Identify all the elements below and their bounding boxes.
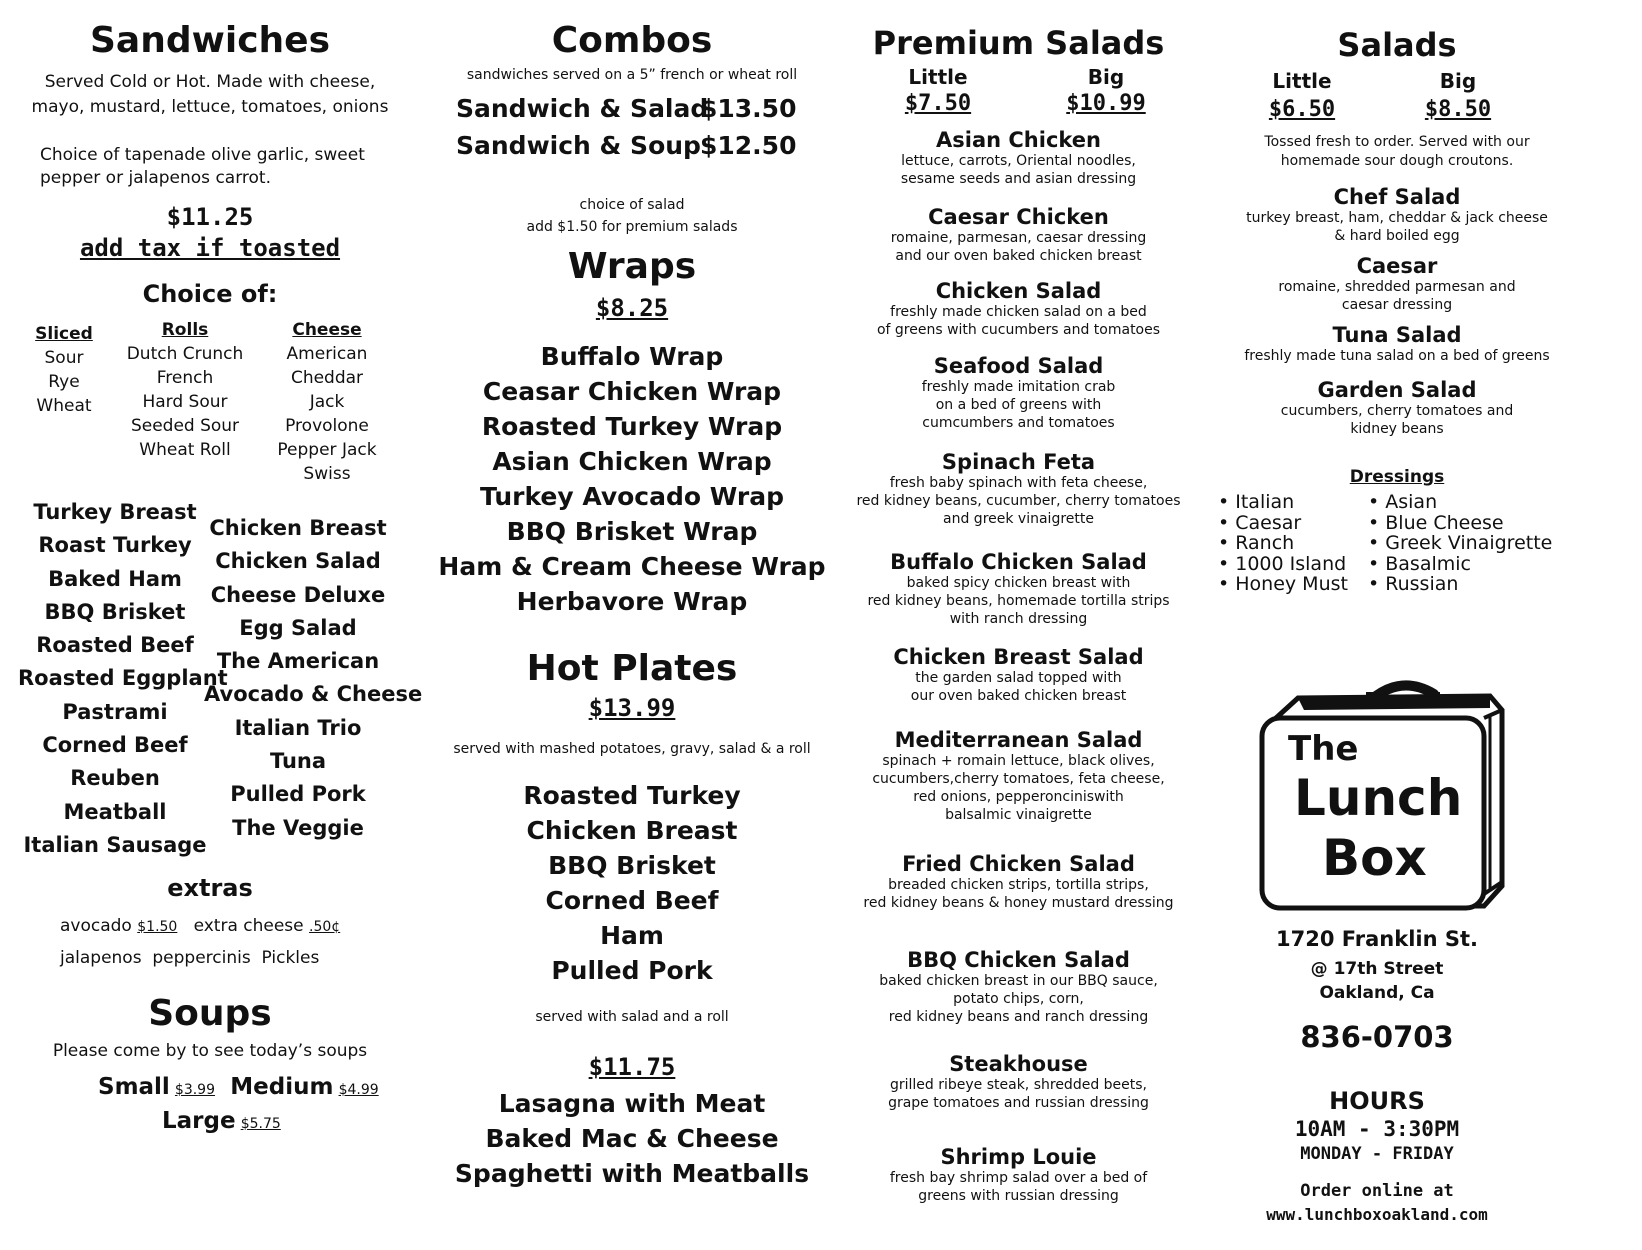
list-item: • Italian xyxy=(1218,491,1295,513)
phone-number: 836-0703 xyxy=(1300,1020,1454,1054)
list-item: Pepper Jack xyxy=(277,440,377,460)
logo-line: The xyxy=(1288,729,1359,769)
salad-desc: freshly made chicken salad on a bed xyxy=(890,304,1147,320)
list-item: • Caesar xyxy=(1218,511,1302,534)
salad-name: Caesar Chicken xyxy=(928,205,1109,229)
list-item: The Veggie xyxy=(232,815,364,840)
list-item: Buffalo Wrap xyxy=(540,342,724,371)
combos-wraps-column xyxy=(432,0,832,1250)
combos-note: sandwiches served on a 5” french or wheat roll xyxy=(466,67,798,83)
salad-desc: romaine, parmesan, caesar dressing xyxy=(890,230,1147,246)
list-item: French xyxy=(156,368,214,388)
premium-salads-column xyxy=(846,0,1191,1250)
extras-line xyxy=(60,914,340,938)
salad-desc: lettuce, carrots, Oriental noodles, xyxy=(901,153,1136,169)
salad-item xyxy=(1232,185,1562,245)
hot-plates-price-2: $11.75 xyxy=(588,1053,676,1081)
big-label: Big xyxy=(1439,69,1477,93)
salad-item xyxy=(846,948,1191,1026)
soup-small-price: $3.99 xyxy=(174,1082,216,1098)
list-item: Roasted Beef xyxy=(36,633,194,658)
salad-name: Tuna Salad xyxy=(1332,323,1462,347)
salad-desc: red onions, pepperonciniswith xyxy=(913,789,1124,805)
salad-desc: greens with russian dressing xyxy=(918,1188,1119,1204)
salad-name: Asian Chicken xyxy=(936,128,1101,152)
little-label: Little xyxy=(908,65,968,89)
salad-desc: sesame seeds and asian dressing xyxy=(900,171,1137,187)
salad-name: Chef Salad xyxy=(1333,185,1461,209)
cheese-header: Cheese xyxy=(292,320,362,340)
dressings-right-list xyxy=(1368,492,1552,595)
choice-title: Choice of: xyxy=(142,280,278,308)
soups-title: Soups xyxy=(148,993,272,1034)
soup-large-line xyxy=(162,1108,281,1134)
salad-name: Garden Salad xyxy=(1317,378,1477,402)
dressing-name: Caesar xyxy=(1235,511,1302,534)
list-item: Provolone xyxy=(285,416,369,436)
sandwiches-title: Sandwiches xyxy=(89,20,331,61)
salad-desc: and our oven baked chicken breast xyxy=(895,248,1142,264)
list-item: Dutch Crunch xyxy=(126,344,244,364)
salads-column xyxy=(1218,0,1642,1250)
combos-title: Combos xyxy=(551,20,713,61)
soup-large: Large xyxy=(162,1108,236,1134)
list-item: Rye xyxy=(48,372,80,392)
list-item: Spaghetti with Meatballs xyxy=(454,1159,810,1188)
list-item: Roast Turkey xyxy=(38,533,192,558)
sliced-header: Sliced xyxy=(35,324,93,344)
list-item: Corned Beef xyxy=(42,733,188,758)
combo-item: Sandwich & Soup xyxy=(456,131,701,160)
list-item: Roasted Turkey Wrap xyxy=(481,412,783,441)
address: 1720 Franklin St. xyxy=(1275,927,1478,951)
combo-price: $12.50 xyxy=(700,131,797,160)
dressing-name: Russian xyxy=(1385,573,1459,595)
list-item: Egg Salad xyxy=(239,615,357,640)
list-item: Wheat Roll xyxy=(139,440,231,460)
salad-item xyxy=(846,450,1191,528)
salad-desc: red kidney beans & honey mustard dressing xyxy=(863,895,1174,911)
extra-cheese: extra cheese xyxy=(193,916,304,936)
big-price: $10.99 xyxy=(1066,91,1146,116)
salad-desc: of greens with cucumbers and tomatoes xyxy=(876,322,1161,338)
salad-desc: grape tomatoes and russian dressing xyxy=(888,1095,1149,1111)
city: Oakland, Ca xyxy=(1319,983,1435,1003)
salad-desc: on a bed of greens with xyxy=(935,397,1102,413)
dressing-name: Blue Cheese xyxy=(1385,511,1504,534)
list-item: Hard Sour xyxy=(142,392,228,412)
order-online: Order online at xyxy=(1300,1181,1454,1201)
list-item: Lasagna with Meat xyxy=(498,1089,766,1118)
salads-note: Tossed fresh to order. Served with our xyxy=(1264,134,1530,150)
list-item: Baked Mac & Cheese xyxy=(485,1124,779,1153)
salad-item xyxy=(846,1145,1191,1205)
salad-name: BBQ Chicken Salad xyxy=(907,948,1130,972)
list-item: Ceasar Chicken Wrap xyxy=(482,377,782,406)
list-item: Wheat xyxy=(36,396,92,416)
list-item: Seeded Sour xyxy=(130,416,240,436)
salad-desc: cucumbers,cherry tomatoes, feta cheese, xyxy=(872,771,1165,787)
salad-desc: freshly made tuna salad on a bed of greens xyxy=(1244,348,1550,364)
list-item: • Basalmic xyxy=(1368,552,1471,575)
salad-item xyxy=(846,1052,1191,1112)
dressings-left-list xyxy=(1218,492,1348,595)
list-item: Jack xyxy=(309,392,345,412)
list-item: Herbavore Wrap xyxy=(516,587,748,616)
salad-desc: baked spicy chicken breast with xyxy=(906,575,1131,591)
soup-medium: Medium xyxy=(230,1074,334,1100)
little-price: $7.50 xyxy=(904,91,972,116)
list-item: Pulled Pork xyxy=(551,956,713,985)
salad-desc: breaded chicken strips, tortilla strips, xyxy=(888,877,1149,893)
logo-line: Box xyxy=(1322,829,1427,887)
lunch-box-logo xyxy=(1258,674,1514,912)
sandwiches-desc: mayo, mustard, lettuce, tomatoes, onions xyxy=(31,97,389,117)
hot-plates-note: served with mashed potatoes, gravy, salad & a roll xyxy=(453,741,811,757)
list-item: BBQ Brisket xyxy=(44,599,186,624)
dressing-name: 1000 Island xyxy=(1235,552,1347,575)
list-item: Roasted Eggplant xyxy=(18,666,228,691)
tax-note: add tax if toasted xyxy=(79,234,341,262)
salad-desc: our oven baked chicken breast xyxy=(910,688,1127,704)
combos-note: add $1.50 for premium salads xyxy=(526,219,738,235)
salad-desc: potato chips, corn, xyxy=(953,991,1084,1007)
salad-desc: fresh baby spinach with feta cheese, xyxy=(889,475,1148,491)
salad-desc: spinach + romain lettuce, black olives, xyxy=(882,753,1155,769)
extra-avocado-price: $1.50 xyxy=(137,919,178,935)
hot-plates-price: $13.99 xyxy=(588,694,676,722)
salad-desc: balsalmic vinaigrette xyxy=(945,807,1092,823)
logo-line: Lunch xyxy=(1294,769,1463,827)
list-item: Chicken Breast xyxy=(526,816,738,845)
salad-name: Buffalo Chicken Salad xyxy=(890,550,1147,574)
extra-avocado: avocado xyxy=(60,916,132,936)
hours-title: HOURS xyxy=(1329,1087,1425,1115)
combos-note: choice of salad xyxy=(579,197,685,213)
salad-item xyxy=(846,852,1191,912)
salad-desc: cucumbers, cherry tomatoes and xyxy=(1280,403,1514,419)
salad-name: Fried Chicken Salad xyxy=(902,852,1135,876)
big-price: $8.50 xyxy=(1424,97,1492,122)
salad-name: Steakhouse xyxy=(949,1052,1088,1076)
dressing-name: Ranch xyxy=(1235,532,1295,554)
website-link[interactable]: www.lunchboxoakland.com xyxy=(1266,1205,1488,1224)
salad-name: Chicken Salad xyxy=(935,279,1102,303)
salad-item xyxy=(846,728,1191,824)
little-price: $6.50 xyxy=(1268,97,1336,122)
salad-desc: & hard boiled egg xyxy=(1334,228,1460,244)
dressings-title: Dressings xyxy=(1349,467,1445,487)
wraps-price: $8.25 xyxy=(595,294,669,322)
salads-note: homemade sour dough croutons. xyxy=(1280,153,1514,169)
salad-item xyxy=(846,354,1191,432)
salad-item xyxy=(846,550,1191,628)
list-item: Swiss xyxy=(303,464,351,484)
salad-name: Spinach Feta xyxy=(941,450,1096,474)
dressing-name: Italian xyxy=(1235,491,1295,513)
sandwiches-desc: Served Cold or Hot. Made with cheese, xyxy=(44,72,376,92)
fillings-right-list xyxy=(204,512,423,845)
salad-item xyxy=(846,279,1191,339)
extras-title: extras xyxy=(167,874,253,902)
salad-desc: red kidney beans, homemade tortilla strips xyxy=(867,593,1170,609)
list-item: Chicken Salad xyxy=(215,549,381,574)
sandwiches-options: pepper or jalapenos carrot. xyxy=(40,168,271,188)
list-item: Turkey Breast xyxy=(33,500,197,524)
list-item: BBQ Brisket Wrap xyxy=(506,517,758,546)
list-item: Baked Ham xyxy=(48,566,182,591)
days: MONDAY - FRIDAY xyxy=(1300,1144,1454,1164)
combo-item: Sandwich & Salad xyxy=(456,94,709,123)
list-item: Meatball xyxy=(63,799,167,824)
sandwiches-options: Choice of tapenade olive garlic, sweet xyxy=(40,145,365,165)
list-item: BBQ Brisket xyxy=(548,851,716,880)
premium-salads-title: Premium Salads xyxy=(872,24,1165,62)
salad-name: Caesar xyxy=(1356,254,1438,278)
list-item: • Ranch xyxy=(1218,532,1295,554)
dressing-name: Greek Vinaigrette xyxy=(1385,532,1553,554)
hot-plates-note: served with salad and a roll xyxy=(535,1009,729,1025)
salad-desc: red kidney beans, cucumber, cherry tomatoes xyxy=(856,493,1181,509)
salad-desc: freshly made imitation crab xyxy=(921,379,1116,395)
extra-cheese-price: .50¢ xyxy=(309,919,341,935)
salad-desc: with ranch dressing xyxy=(949,611,1088,627)
soup-sizes xyxy=(98,1074,379,1100)
salad-name: Chicken Breast Salad xyxy=(893,645,1144,669)
sandwiches-column xyxy=(0,0,423,1250)
salad-item xyxy=(846,128,1191,188)
list-item: • 1000 Island xyxy=(1218,552,1347,575)
list-item: Tuna xyxy=(269,749,327,774)
list-item: • Greek Vinaigrette xyxy=(1368,532,1553,554)
list-item: Asian Chicken Wrap xyxy=(492,447,772,476)
hours: 10AM - 3:30PM xyxy=(1294,1117,1460,1141)
list-item: Pastrami xyxy=(62,699,168,724)
extras-line-2: jalapenos peppercinis Pickles xyxy=(60,948,320,968)
salad-item xyxy=(846,205,1191,265)
hot-plates-title: Hot Plates xyxy=(526,648,738,689)
list-item: The American xyxy=(216,649,380,674)
salad-desc: turkey breast, ham, cheddar & jack cheese xyxy=(1246,210,1548,226)
dressing-name: Honey Must xyxy=(1235,573,1348,595)
salad-desc: the garden salad topped with xyxy=(915,670,1122,686)
list-item: Cheddar xyxy=(290,368,364,388)
dressing-name: Asian xyxy=(1385,491,1438,513)
list-item: Reuben xyxy=(70,766,160,791)
rolls-options xyxy=(118,318,252,462)
salad-name: Seafood Salad xyxy=(933,354,1104,378)
salad-desc: red kidney beans and ranch dressing xyxy=(888,1009,1149,1025)
combo-price: $13.50 xyxy=(700,94,797,123)
list-item: Corned Beef xyxy=(545,886,719,915)
list-item: American xyxy=(286,344,368,364)
wraps-list xyxy=(432,339,832,619)
salad-name: Shrimp Louie xyxy=(940,1145,1097,1169)
list-item: Turkey Avocado Wrap xyxy=(480,482,784,511)
hot-plates-list-2 xyxy=(432,1086,832,1191)
list-item: • Honey Must xyxy=(1218,573,1348,595)
fillings-left-list xyxy=(18,496,228,862)
salads-title: Salads xyxy=(1337,26,1457,64)
wraps-title: Wraps xyxy=(567,246,697,287)
list-item: • Asian xyxy=(1368,491,1438,513)
salad-desc: baked chicken breast in our BBQ sauce, xyxy=(879,973,1158,989)
list-item: Roasted Turkey xyxy=(523,781,741,810)
salad-desc: and greek vinaigrette xyxy=(943,511,1094,527)
cross-street: @ 17th Street xyxy=(1310,959,1444,979)
list-item: Sour xyxy=(44,348,84,368)
salad-desc: caesar dressing xyxy=(1341,297,1453,313)
salad-desc: grilled ribeye steak, shredded beets, xyxy=(889,1077,1148,1093)
salad-desc: romaine, shredded parmesan and xyxy=(1278,279,1516,295)
little-label: Little xyxy=(1272,69,1332,93)
list-item: Cheese Deluxe xyxy=(210,582,386,607)
salad-item xyxy=(846,645,1191,705)
salad-item xyxy=(1232,254,1562,314)
cheese-options xyxy=(262,318,392,486)
big-label: Big xyxy=(1087,65,1125,89)
sandwich-price: $11.25 xyxy=(166,203,254,231)
list-item: Ham & Cream Cheese Wrap xyxy=(438,552,826,581)
dressing-name: Basalmic xyxy=(1385,552,1471,575)
list-item: Pulled Pork xyxy=(230,782,366,807)
list-item: Italian Trio xyxy=(234,715,362,740)
salad-item xyxy=(1232,378,1562,438)
soups-note: Please come by to see today’s soups xyxy=(52,1041,368,1061)
rolls-header: Rolls xyxy=(161,320,209,340)
soup-small: Small xyxy=(98,1074,170,1100)
list-item: Ham xyxy=(600,921,664,950)
salad-desc: fresh bay shrimp salad over a bed of xyxy=(889,1170,1148,1186)
soup-large-price: $5.75 xyxy=(240,1116,281,1132)
salad-name: Mediterranean Salad xyxy=(894,728,1143,752)
salad-desc: cumcumbers and tomatoes xyxy=(922,415,1115,431)
salad-item xyxy=(1232,323,1562,365)
list-item: • Blue Cheese xyxy=(1368,511,1504,534)
list-item: Italian Sausage xyxy=(23,832,207,857)
hot-plates-list xyxy=(432,778,832,988)
list-item: • Russian xyxy=(1368,573,1459,595)
salad-desc: kidney beans xyxy=(1350,421,1444,437)
list-item: Avocado & Cheese xyxy=(204,682,423,707)
soup-medium-price: $4.99 xyxy=(338,1082,379,1098)
sliced-options xyxy=(28,322,100,418)
list-item: Chicken Breast xyxy=(209,516,387,540)
